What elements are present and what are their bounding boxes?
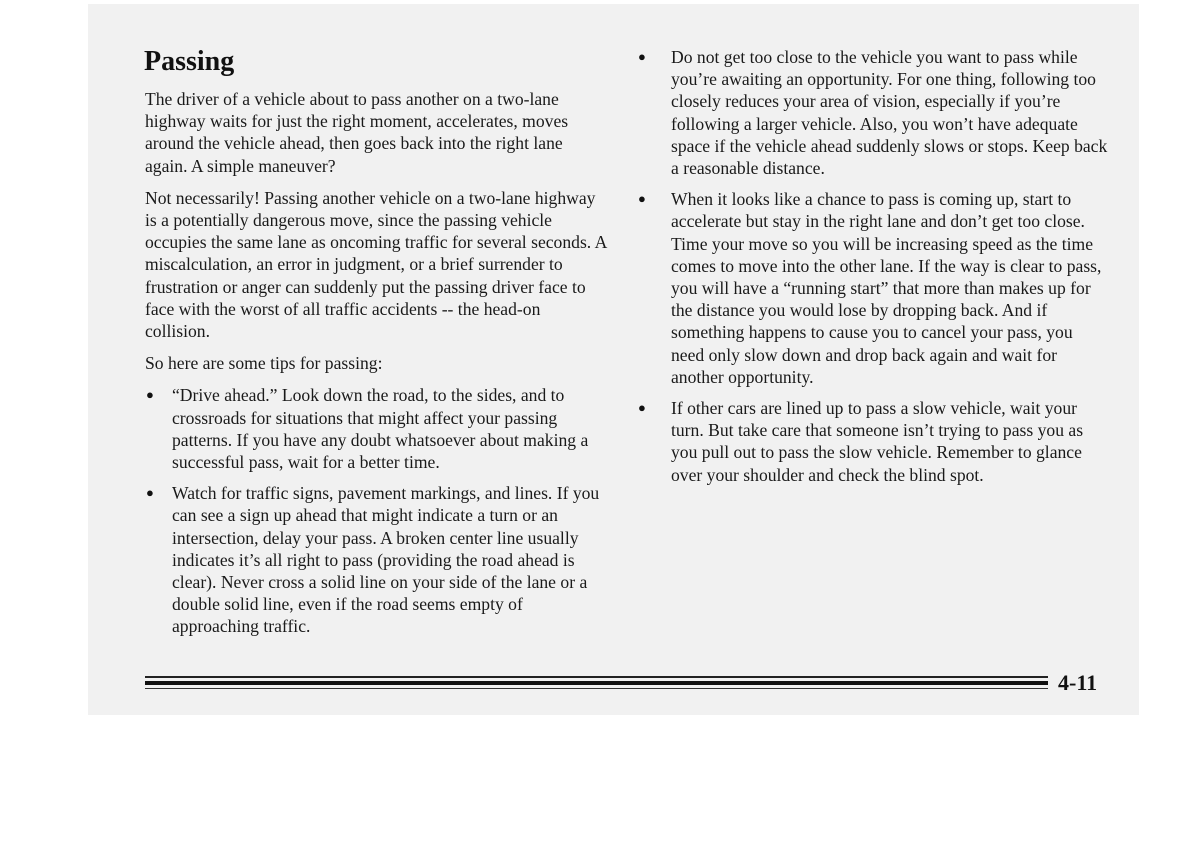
list-item-text: “Drive ahead.” Look down the road, to the sides, and to crossroads for situations that might affect your passing patterns. If you have any doubt whatsoever about making a successful pass, wait for a better time.	[172, 385, 589, 473]
left-tips-list	[145, 384, 607, 637]
intro-paragraph: The driver of a vehicle about to pass another on a two-lane highway waits for just the right moment, accelerates, moves around the vehicle ahead, then goes back into the right lane again. A simple maneuver?	[145, 89, 569, 176]
warning-paragraph: Not necessarily! Passing another vehicle on a two-lane highway is a potentially dangerous move, since the passing vehicle occupies the same lane as oncoming traffic for several seconds. A miscalculation, an error in judgment, or a brief surrender to frustration or anger can suddenly put the passing driver face to face with the worst of all traffic accidents -- the head-on collision.	[145, 187, 607, 342]
bullet-dot-icon: ●	[638, 400, 646, 416]
list-item	[145, 384, 607, 473]
bullet-dot-icon: ●	[146, 387, 154, 403]
list-item-text: Do not get too close to the vehicle you want to pass while you’re awaiting an opportunity. For one thing, following too closely reduces your area of vision, especially if you’re following a larger vehicle. Also, you won’t have adequate space if the vehicle ahead suddenly slows or stops. Keep back a reasonable distance.	[671, 47, 1108, 179]
rule-line-middle	[145, 681, 1048, 685]
footer-rule	[145, 676, 1048, 692]
list-item-text: When it looks like a chance to pass is coming up, start to accelerate but stay in the right lane and don’t get too close. Time your move so you will be increasing speed as the time comes to move into the other lane. If the way is clear to pass, you will have a “running start” that more than makes up for the distance you would lose by dropping back. And if something happens to cause you to cancel your pass, you need only slow down and drop back again and wait for another opportunity.	[671, 189, 1102, 387]
list-item	[145, 482, 607, 637]
rule-line-top	[145, 676, 1048, 678]
tips-lead-paragraph: So here are some tips for passing:	[145, 353, 383, 374]
list-item	[638, 397, 1108, 486]
left-column	[145, 46, 607, 647]
manual-page	[88, 4, 1139, 715]
list-item	[638, 188, 1108, 388]
right-column	[638, 46, 1108, 495]
section-title: Passing	[144, 46, 235, 77]
bullet-dot-icon: ●	[638, 49, 646, 64]
list-item	[638, 46, 1108, 179]
list-item-text: Watch for traffic signs, pavement markings, and lines. If you can see a sign up ahead that might indicate a turn or an intersection, delay your pass. A broken center line usually indicates it’s all right to pass (providing the road ahead is clear). Never cross a solid line on your side of the lane or a double solid line, even if the road seems empty of approaching traffic.	[172, 483, 600, 637]
bullet-dot-icon: ●	[638, 191, 646, 207]
rule-line-bottom	[145, 688, 1048, 689]
bullet-dot-icon: ●	[146, 485, 154, 501]
list-item-text: If other cars are lined up to pass a slow vehicle, wait your turn. But take care that someone isn’t trying to pass you as you pull out to pass the slow vehicle. Remember to glance over your shoulder and check the blind spot.	[671, 398, 1084, 485]
page-number: 4-11	[1058, 670, 1098, 695]
right-tips-list	[638, 46, 1108, 486]
